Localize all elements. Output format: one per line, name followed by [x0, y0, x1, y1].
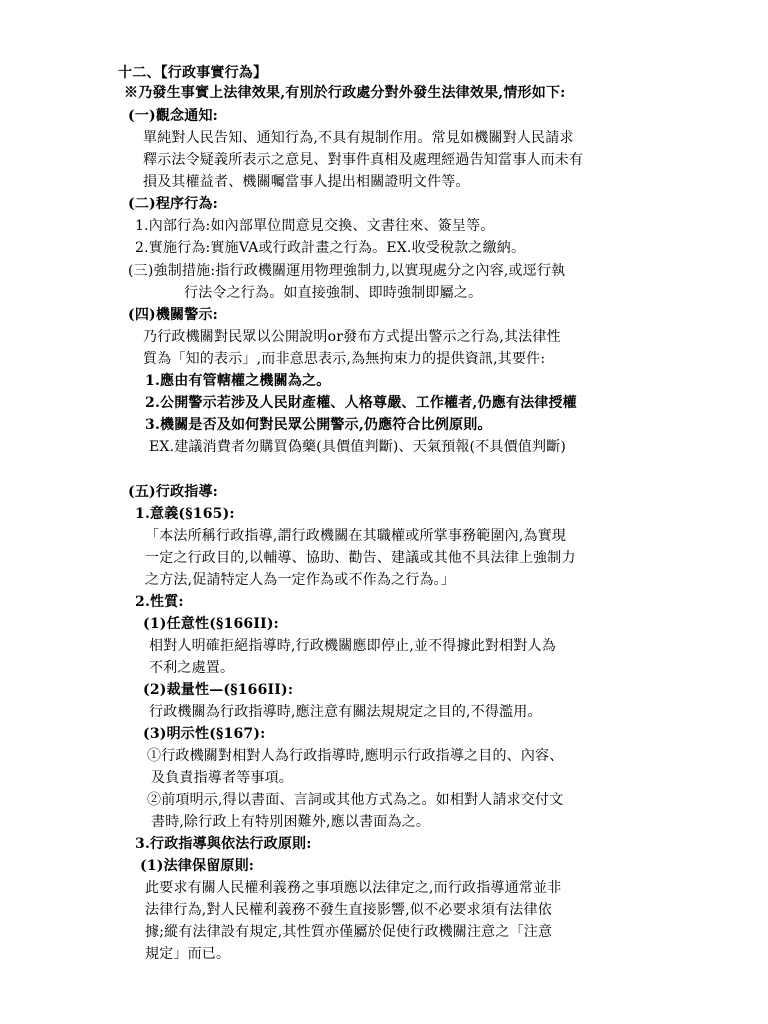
- body-line: 相對人明確拒絕指導時,行政機關應即停止,並不得據此對相對人為: [149, 638, 556, 654]
- sub-list-item: (1)任意性(§166II):: [143, 616, 280, 632]
- body-line: 乃行政機關對民眾以公開說明or發布方式提出警示之行為,其法律性: [143, 329, 561, 345]
- body-line: 單純對人民告知、通知行為,不具有規制作用。常見如機關對人民請求: [143, 130, 574, 146]
- subheading: (三)強制措施:指行政機關運用物理強制力,以實現處分之內容,或逕行執: [128, 263, 566, 279]
- list-item: 1.應由有管轄權之機關為之。: [145, 373, 331, 389]
- body-line: 法律行為,對人民權利義務不發生直接影響,似不必要求須有法律依: [145, 902, 552, 918]
- body-line: 行法令之行為。如直接強制、即時強制即屬之。: [184, 285, 483, 301]
- subheading: (五)行政指導:: [128, 484, 219, 500]
- list-item: 1.意義(§165):: [135, 506, 235, 522]
- sub-list-item: (3)明示性(§167):: [143, 726, 266, 742]
- subheading: (二)程序行為:: [128, 196, 219, 212]
- subheading: (一)觀念通知:: [128, 108, 219, 124]
- subheading: (四)機關警示:: [128, 307, 219, 323]
- list-item: 2.性質:: [135, 594, 184, 610]
- quote-line: 一定之行政目的,以輔導、協助、勸告、建議或其他不具法律上強制力: [145, 550, 576, 566]
- body-line: 質為「知的表示」,而非意思表示,為無拘束力的提供資訊,其要件:: [143, 351, 546, 367]
- quote-line: 之方法,促請特定人為一定作為或不作為之行為。」: [145, 572, 456, 588]
- body-line: ②前項明示,得以書面、言詞或其他方式為之。如相對人請求交付文: [147, 792, 564, 808]
- body-line: ①行政機關對相對人為行政指導時,應明示行政指導之目的、內容、: [147, 748, 564, 764]
- body-line: 書時,除行政上有特別困難外,應以書面為之。: [151, 814, 431, 830]
- body-line: 據;縱有法律設有規定,其性質亦僅屬於促使行政機關注意之「注意: [145, 924, 553, 940]
- body-line: 及負責指導者等事項。: [151, 770, 293, 786]
- list-item: 1.內部行為:如內部單位間意見交換、文書往來、簽呈等。: [135, 218, 495, 234]
- quote-line: 「本法所稱行政指導,謂行政機關在其職權或所掌事務範圍內,為實現: [145, 528, 567, 544]
- list-item: 2.公開警示若涉及人民財產權、人格尊嚴、工作權者,仍應有法律授權: [145, 395, 577, 411]
- body-line: 規定」而已。: [145, 946, 231, 962]
- sub-list-item: (1)法律保留原則:: [140, 858, 255, 874]
- sub-list-item: (2)裁量性—(§166II):: [143, 682, 294, 698]
- intro-line: ※乃發生事實上法律效果,有別於行政處分對外發生法律效果,情形如下:: [124, 85, 566, 101]
- body-line: 損及其權益者、機關囑當事人提出相關證明文件等。: [143, 174, 470, 190]
- section-heading: 十二、【行政事實行為】: [118, 65, 268, 81]
- body-line: 不利之處置。: [149, 660, 235, 676]
- example-line: EX.建議消費者勿購買偽藥(具價值判斷)、天氣預報(不具價值判斷): [149, 439, 567, 455]
- body-line: 行政機關為行政指導時,應注意有關法規規定之目的,不得濫用。: [149, 704, 542, 720]
- list-item: 3.行政指導與依法行政原則:: [135, 836, 312, 852]
- body-line: 此要求有關人民權利義務之事項應以法律定之,而行政指導通常並非: [145, 880, 562, 896]
- list-item: 2.實施行為:實施VA或行政計畫之行為。EX.收受稅款之繳納。: [135, 240, 526, 256]
- body-line: 釋示法令疑義所表示之意見、對事件真相及處理經過告知當事人而未有: [143, 152, 584, 168]
- list-item: 3.機關是否及如何對民眾公開警示,仍應符合比例原則。: [145, 417, 492, 433]
